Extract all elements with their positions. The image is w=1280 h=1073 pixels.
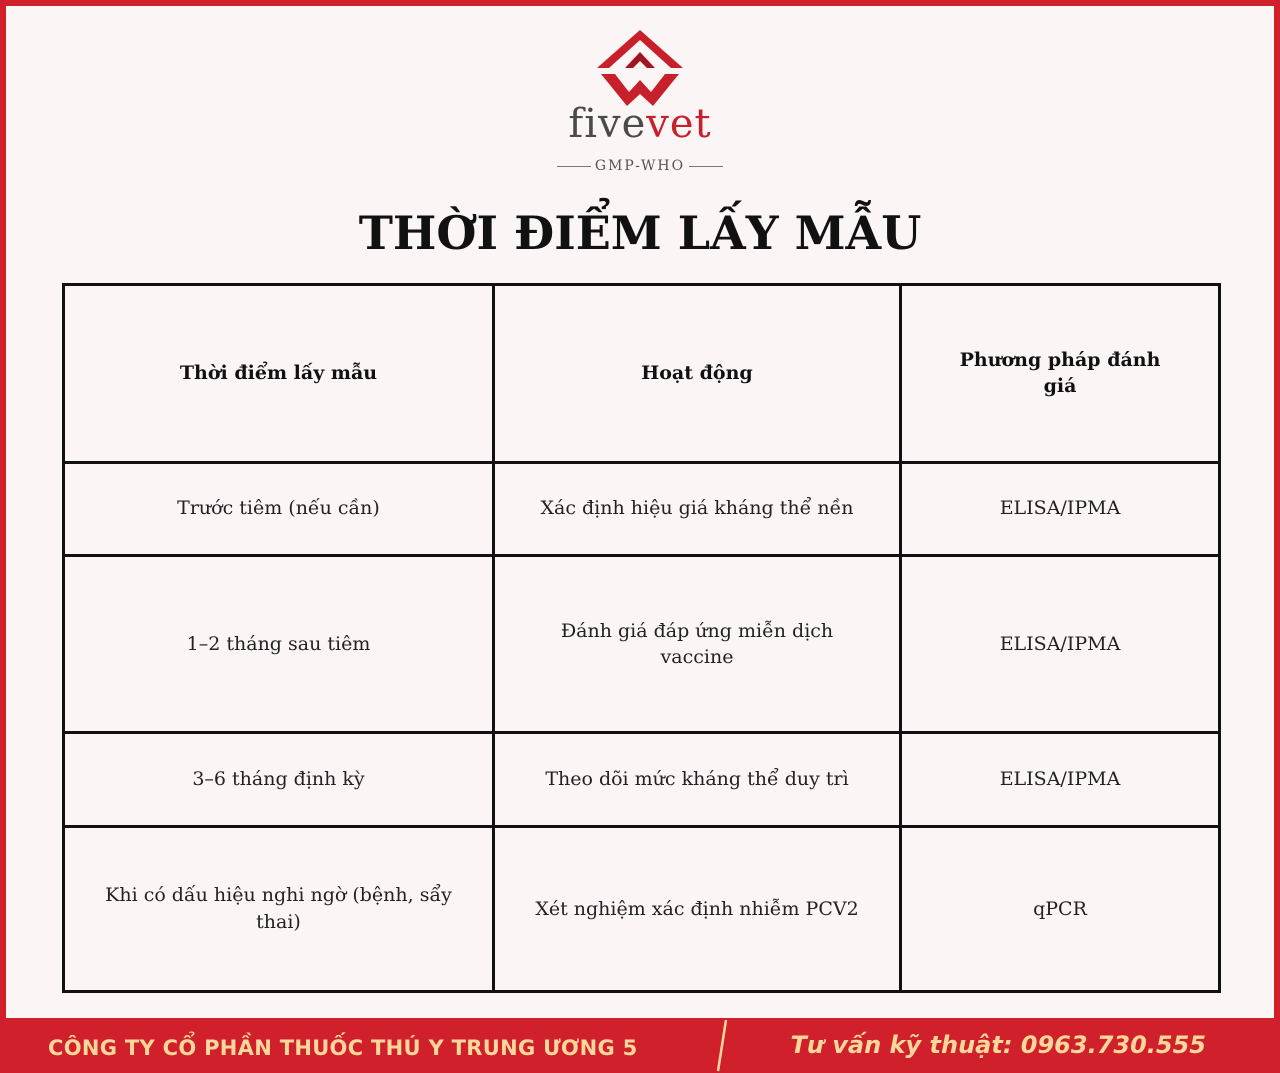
table-cell: Đánh giá đáp ứng miễn dịch vaccine <box>494 555 901 733</box>
table-cell: 3–6 tháng định kỳ <box>64 733 494 827</box>
footer-hotline: Tư vấn kỹ thuật: 0963.730.555 <box>790 1031 1206 1059</box>
brand-name-part1: five <box>568 101 647 147</box>
table-row <box>64 555 1220 733</box>
page-title: THỜI ĐIỂM LẤY MẪU <box>358 206 922 260</box>
sampling-table <box>62 283 1221 993</box>
header-cell: Hoạt động <box>494 285 901 463</box>
brand-name-part2: vet <box>646 101 712 147</box>
table-cell: Khi có dấu hiệu nghi ngờ (bệnh, sẩy thai) <box>64 827 494 992</box>
header-cell: Phương pháp đánh giá <box>901 285 1220 463</box>
tagline-rule-right <box>689 166 723 167</box>
tagline-text: GMP-WHO <box>594 158 686 174</box>
table-cell: 1–2 tháng sau tiêm <box>64 555 494 733</box>
header-cell: Thời điểm lấy mẫu <box>64 285 494 463</box>
table-row <box>64 733 1220 827</box>
table-row <box>64 827 1220 992</box>
table-cell: Theo dõi mức kháng thể duy trì <box>494 733 901 827</box>
table-row <box>64 462 1220 555</box>
footer-divider <box>712 1018 732 1073</box>
table-cell: qPCR <box>901 827 1220 992</box>
brand-tagline <box>0 158 1280 174</box>
footer-bar <box>0 1018 1280 1073</box>
table-cell: Trước tiêm (nếu cần) <box>64 462 494 555</box>
table-cell: ELISA/IPMA <box>901 555 1220 733</box>
tagline-rule-left <box>557 166 591 167</box>
table-header-row <box>64 285 1220 463</box>
table-cell: ELISA/IPMA <box>901 462 1220 555</box>
brand-name <box>0 101 1280 147</box>
table-cell: ELISA/IPMA <box>901 733 1220 827</box>
fivevet-diamond-logo-icon <box>597 30 683 106</box>
footer-company-name: CÔNG TY CỔ PHẦN THUỐC THÚ Y TRUNG ƯƠNG 5 <box>48 1036 638 1060</box>
table-cell: Xác định hiệu giá kháng thể nền <box>494 462 901 555</box>
table-cell: Xét nghiệm xác định nhiễm PCV2 <box>494 827 901 992</box>
